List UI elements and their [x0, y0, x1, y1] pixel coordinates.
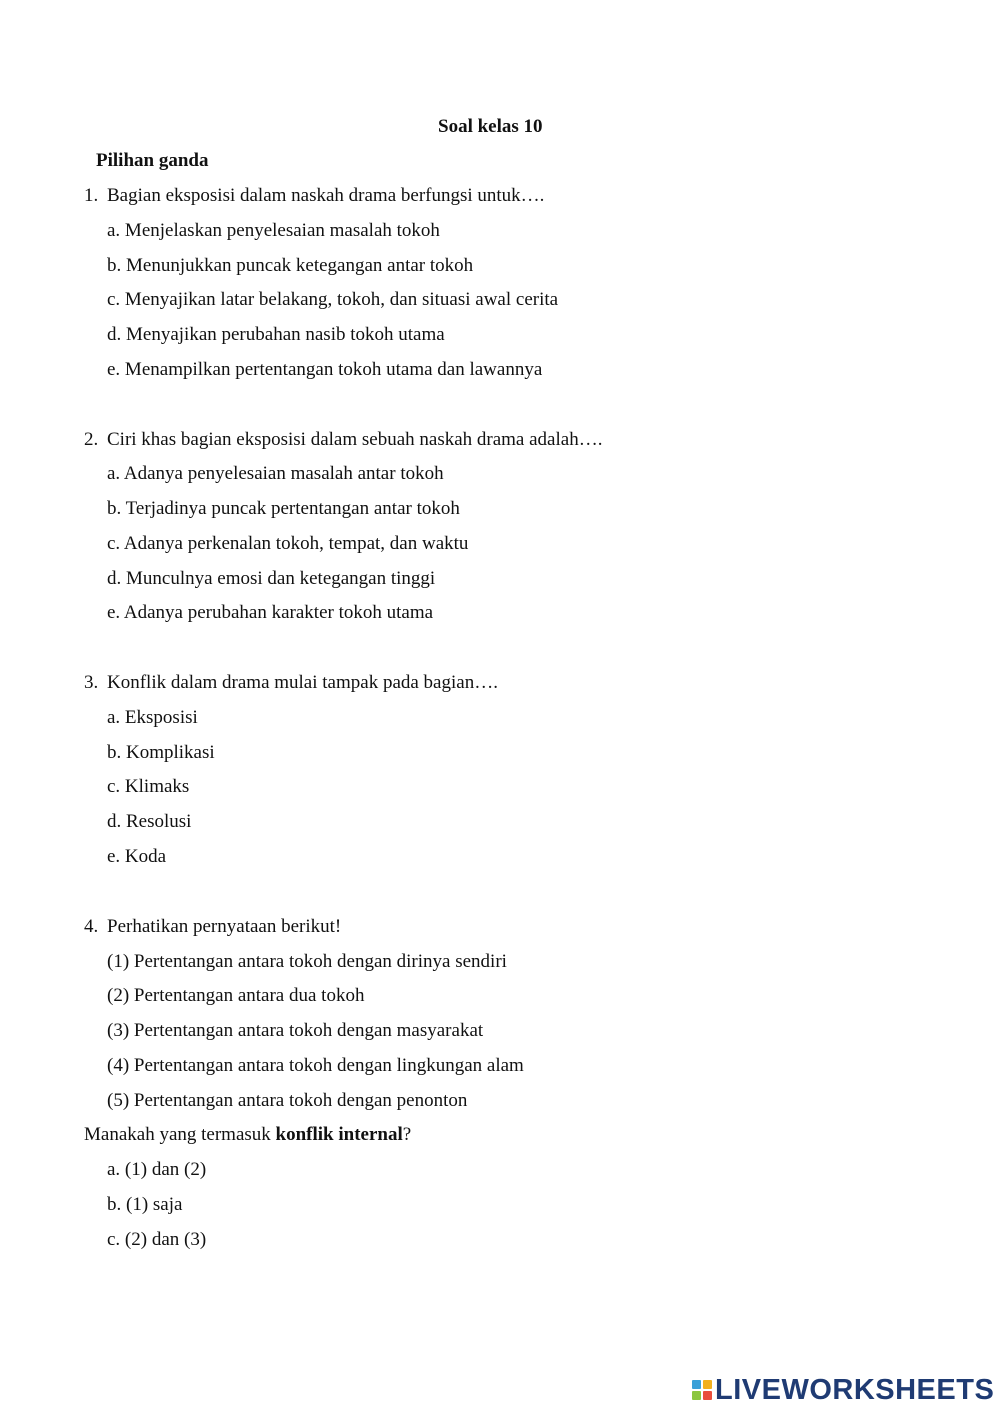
- question-number: 2.: [84, 429, 99, 450]
- option-1b: b. Menunjukkan puncak ketegangan antar tokoh: [107, 255, 474, 276]
- option-2d: d. Munculnya emosi dan ketegangan tinggi: [107, 568, 436, 589]
- question-number: 1.: [84, 185, 99, 206]
- prompt-bold: konflik internal: [275, 1124, 403, 1145]
- liveworksheets-logo: [692, 1374, 994, 1406]
- statement-2: (2) Pertentangan antara dua tokoh: [107, 985, 365, 1006]
- option-2a: a. Adanya penyelesaian masalah antar tokoh: [107, 463, 444, 484]
- statement-4: (4) Pertentangan antara tokoh dengan lingkungan alam: [107, 1055, 524, 1076]
- option-1a: a. Menjelaskan penyelesaian masalah tokoh: [107, 220, 440, 241]
- option-4c: c. (2) dan (3): [107, 1229, 207, 1250]
- question-text: Konflik dalam drama mulai tampak pada bagian….: [107, 672, 498, 693]
- option-2b: b. Terjadinya puncak pertentangan antar tokoh: [107, 498, 460, 519]
- option-3b: b. Komplikasi: [107, 742, 215, 763]
- option-3e: e. Koda: [107, 846, 167, 867]
- option-3d: d. Resolusi: [107, 811, 192, 832]
- prompt-suffix: ?: [402, 1124, 412, 1145]
- logo-cell: [692, 1380, 701, 1389]
- option-4a: a. (1) dan (2): [107, 1159, 207, 1180]
- logo-cell: [703, 1380, 712, 1389]
- option-1d: d. Menyajikan perubahan nasib tokoh utama: [107, 324, 445, 345]
- section-heading: Pilihan ganda: [96, 150, 209, 171]
- page-title: Soal kelas 10: [438, 116, 543, 137]
- prompt-prefix: Manakah yang termasuk: [84, 1124, 276, 1145]
- option-1e: e. Menampilkan pertentangan tokoh utama dan lawannya: [107, 359, 543, 380]
- statement-3: (3) Pertentangan antara tokoh dengan masyarakat: [107, 1020, 484, 1041]
- option-2c: c. Adanya perkenalan tokoh, tempat, dan waktu: [107, 533, 469, 554]
- question-text: Ciri khas bagian eksposisi dalam sebuah naskah drama adalah….: [107, 429, 603, 450]
- logo-cell: [692, 1391, 701, 1400]
- option-2e: e. Adanya perubahan karakter tokoh utama: [107, 602, 434, 623]
- statement-5: (5) Pertentangan antara tokoh dengan penonton: [107, 1090, 468, 1111]
- logo-grid-icon: [692, 1380, 712, 1400]
- option-3c: c. Klimaks: [107, 776, 190, 797]
- option-3a: a. Eksposisi: [107, 707, 198, 728]
- option-1c: c. Menyajikan latar belakang, tokoh, dan situasi awal cerita: [107, 289, 559, 310]
- option-4b: b. (1) saja: [107, 1194, 183, 1215]
- question-number: 4.: [84, 916, 99, 937]
- question-number: 3.: [84, 672, 99, 693]
- question-text: Perhatikan pernyataan berikut!: [107, 916, 342, 937]
- statement-1: (1) Pertentangan antara tokoh dengan dirinya sendiri: [107, 951, 507, 972]
- logo-text: LIVEWORKSHEETS: [715, 1373, 995, 1406]
- question-4-prompt: [84, 1123, 411, 1147]
- logo-cell: [703, 1391, 712, 1400]
- question-text: Bagian eksposisi dalam naskah drama berfungsi untuk….: [107, 185, 545, 206]
